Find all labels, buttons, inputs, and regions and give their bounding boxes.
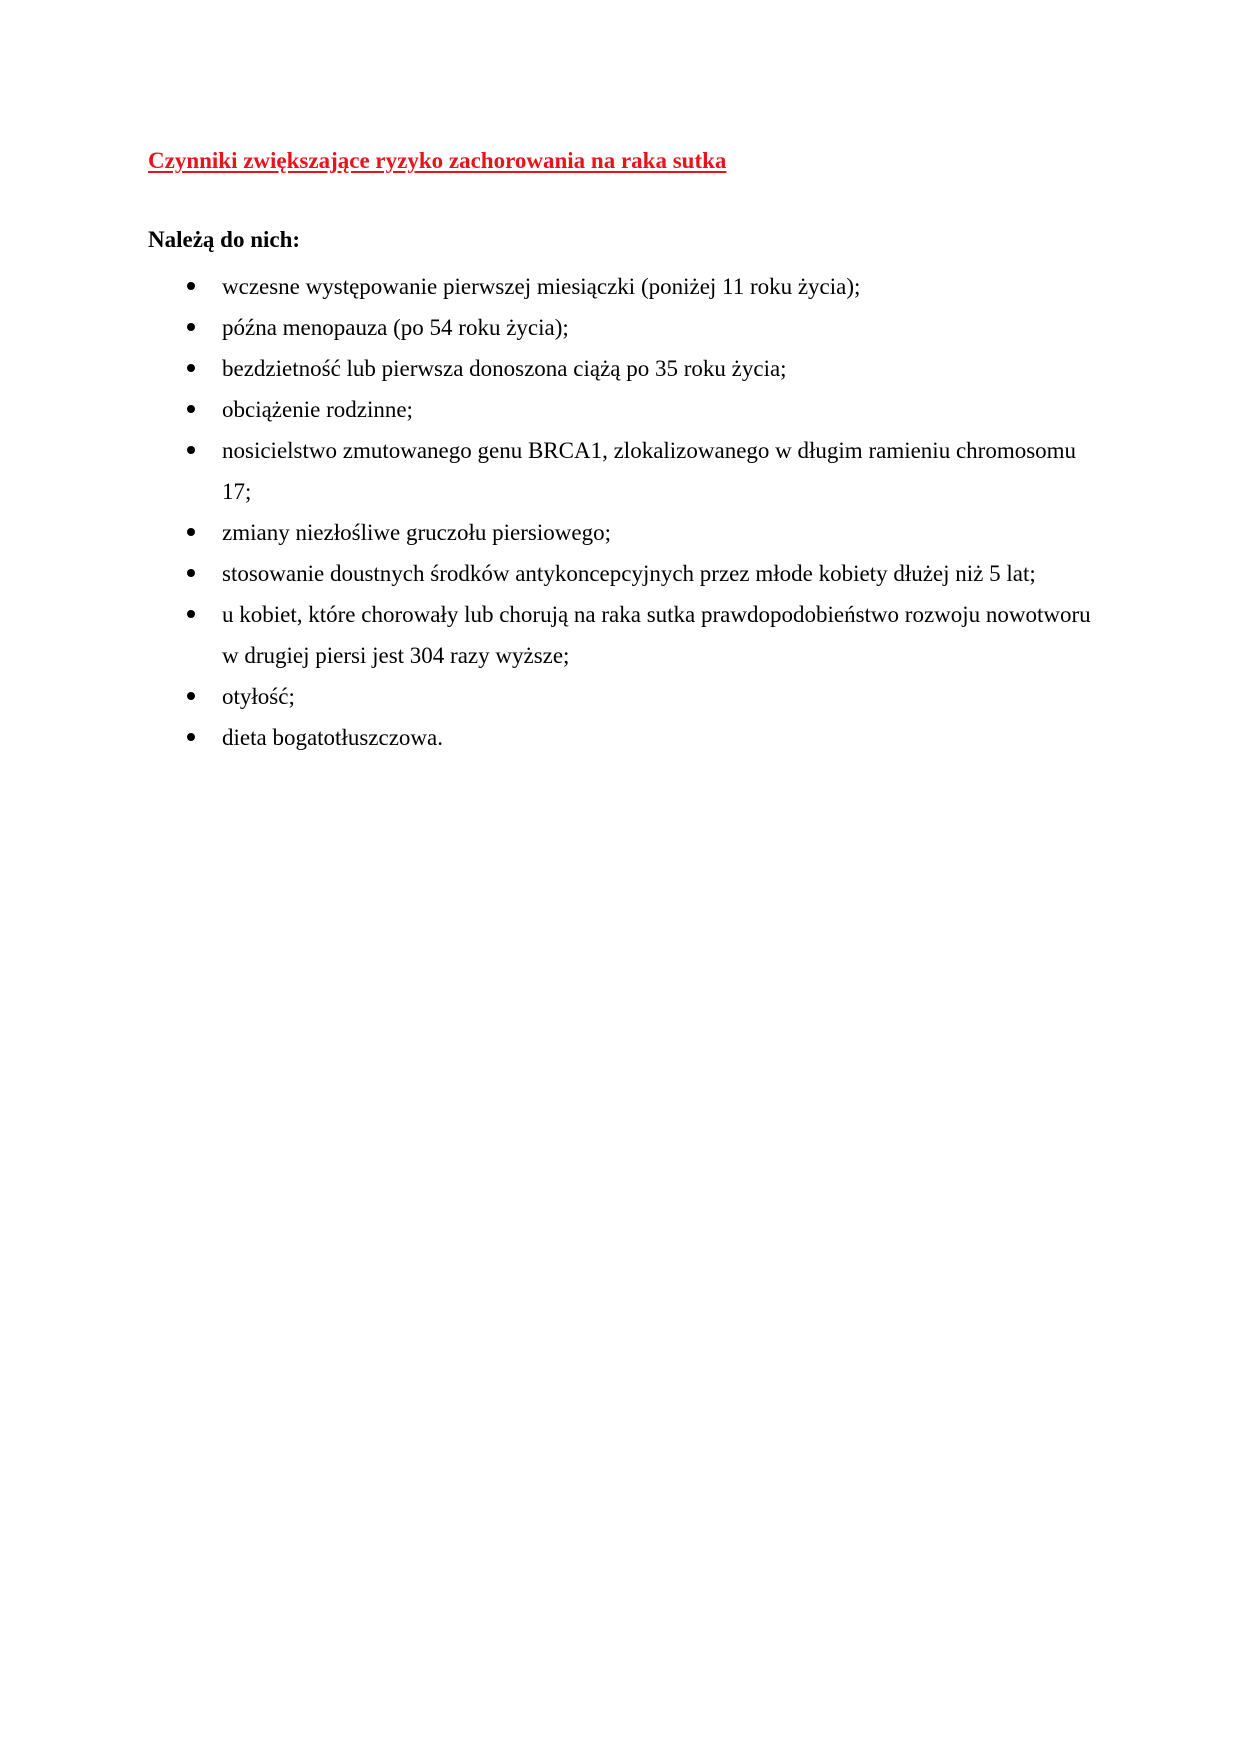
bullet-icon [187, 323, 195, 331]
list-item-text: u kobiet, które chorowały lub chorują na raka sutka prawdopodobieństwo rozwoju nowotworu w drugiej piersi jest 304 razy wyższe; [222, 602, 1091, 668]
bullet-icon [187, 446, 195, 454]
bullet-icon [187, 692, 195, 700]
risk-factor-list [0, 266, 1240, 758]
bullet-icon [187, 282, 195, 290]
list-item [0, 307, 1102, 348]
list-item-text: bezdzietność lub pierwsza donoszona ciążą po 35 roku życia; [222, 356, 787, 381]
list-item-text: nosicielstwo zmutowanego genu BRCA1, zlokalizowanego w długim ramieniu chromosomu 17; [222, 438, 1077, 504]
list-item [0, 676, 1102, 717]
list-item-text: dieta bogatotłuszczowa. [222, 725, 443, 750]
list-item-text: obciążenie rodzinne; [222, 397, 413, 422]
list-intro: Należą do nich: [148, 227, 301, 252]
bullet-icon [187, 733, 195, 741]
list-item-text: zmiany niezłośliwe gruczołu piersiowego; [222, 520, 611, 545]
bullet-icon [187, 405, 195, 413]
bullet-icon [187, 610, 195, 618]
bullet-icon [187, 528, 195, 536]
list-item [0, 512, 1102, 553]
list-item [0, 553, 1102, 594]
list-item [0, 717, 1102, 758]
list-item-text: stosowanie doustnych środków antykoncepcyjnych przez młode kobiety dłużej niż 5 lat; [222, 561, 1036, 586]
list-item-text: otyłość; [222, 684, 295, 709]
list-item [0, 594, 1102, 676]
list-item-text: wczesne występowanie pierwszej miesiączki (poniżej 11 roku życia); [222, 274, 861, 299]
list-item [0, 266, 1102, 307]
list-item-text: późna menopauza (po 54 roku życia); [222, 315, 569, 340]
bullet-icon [187, 364, 195, 372]
list-item [0, 389, 1102, 430]
list-item [0, 430, 1102, 512]
document-title: Czynniki zwiększające ryzyko zachorowania na raka sutka [148, 148, 727, 173]
bullet-icon [187, 569, 195, 577]
list-item [0, 348, 1102, 389]
